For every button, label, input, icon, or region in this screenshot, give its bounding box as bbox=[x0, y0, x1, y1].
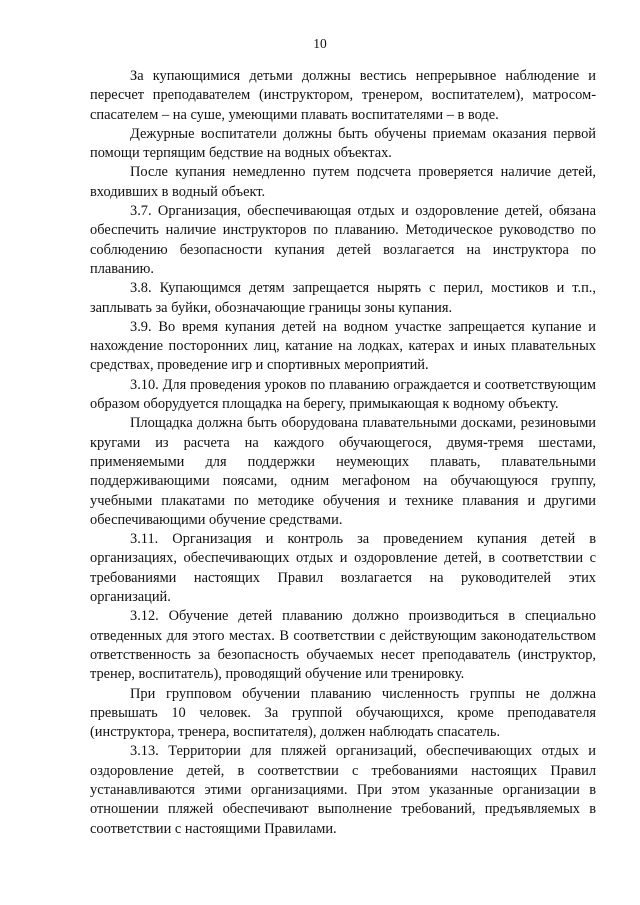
paragraph-3-7-instructors: 3.7. Организация, обеспечивающая отдых и оздоровление детей, обязана обеспечить наличие инструкторов по плаванию. Методическое руководство по соблюдению безопасности купания детей возлагается на инструктора по плаванию. bbox=[90, 203, 596, 277]
paragraph-first-aid-training: Дежурные воспитатели должны быть обучены приемам оказания первой помощи терпящим бедствие на водных объектах. bbox=[90, 125, 596, 162]
paragraph-training-area-equipment: Площадка должна быть оборудована плавательными досками, резиновыми кругами из расчета на каждого обучающегося, двумя-тремя шестами, применяемыми для поддержки неумеющих плавать, плавательными поддерживающими поясами, одним мегафоном на обучающуюся группу, учебными плакатами по методике обучения и технике плавания и другими обеспечивающими обучение средствами. bbox=[90, 415, 596, 528]
paragraph-3-9-outsiders-prohibited: 3.9. Во время купания детей на водном участке запрещается купание и нахождение посторонних лиц, катание на лодках, катерах и иных плавательных средствах, проведение игр и спортивных мероприятий. bbox=[90, 318, 596, 374]
page-number: 10 bbox=[313, 36, 327, 51]
document-body bbox=[90, 67, 596, 839]
paragraph-3-13-beach-territories: 3.13. Территории для пляжей организаций, обеспечивающих отдых и оздоровление детей, в соответствии с требованиями настоящих Правил устанавливаются этими организациями. При этом указанные организации в отношении пляжей обеспечивают выполнение требований, предъявляемых в соответствии с настоящими Правилами. bbox=[90, 743, 596, 837]
paragraph-3-10-training-area: 3.10. Для проведения уроков по плаванию ограждается и соответствующим образом оборудуется площадка на берегу, примыкающая к водному объекту. bbox=[90, 376, 596, 413]
paragraph-group-size: При групповом обучении плаванию численность группы не должна превышать 10 человек. За группой обучающихся, кроме преподавателя (инструктора, тренера, воспитателя), должен наблюдать спасатель. bbox=[90, 685, 596, 741]
paragraph-supervision: За купающимися детьми должны вестись непрерывное наблюдение и пересчет преподавателем (инструктором, тренером, воспитателем), матросом-спасателем – на суше, умеющими плавать воспитателями – в воде. bbox=[90, 68, 596, 123]
paragraph-headcount-after-swim: После купания немедленно путем подсчета проверяется наличие детей, входивших в водный объект. bbox=[90, 164, 596, 200]
paragraph-3-12-swimming-training: 3.12. Обучение детей плаванию должно производиться в специально отведенных для этого местах. В соответствии с действующим законодательством ответственность за безопасность обучаемых несет преподаватель (инструктор, тренер, воспитатель), проводящий обучение или тренировку. bbox=[90, 608, 596, 683]
paragraph-3-8-diving-prohibited: 3.8. Купающимся детям запрещается нырять с перил, мостиков и т.п., заплывать за буйки, обозначающие границы зоны купания. bbox=[90, 280, 596, 316]
paragraph-3-11-organization-control: 3.11. Организация и контроль за проведением купания детей в организациях, обеспечивающих отдых и оздоровление детей, в соответствии с требованиями настоящих Правил возлагается на руководителей этих организаций. bbox=[90, 531, 596, 606]
